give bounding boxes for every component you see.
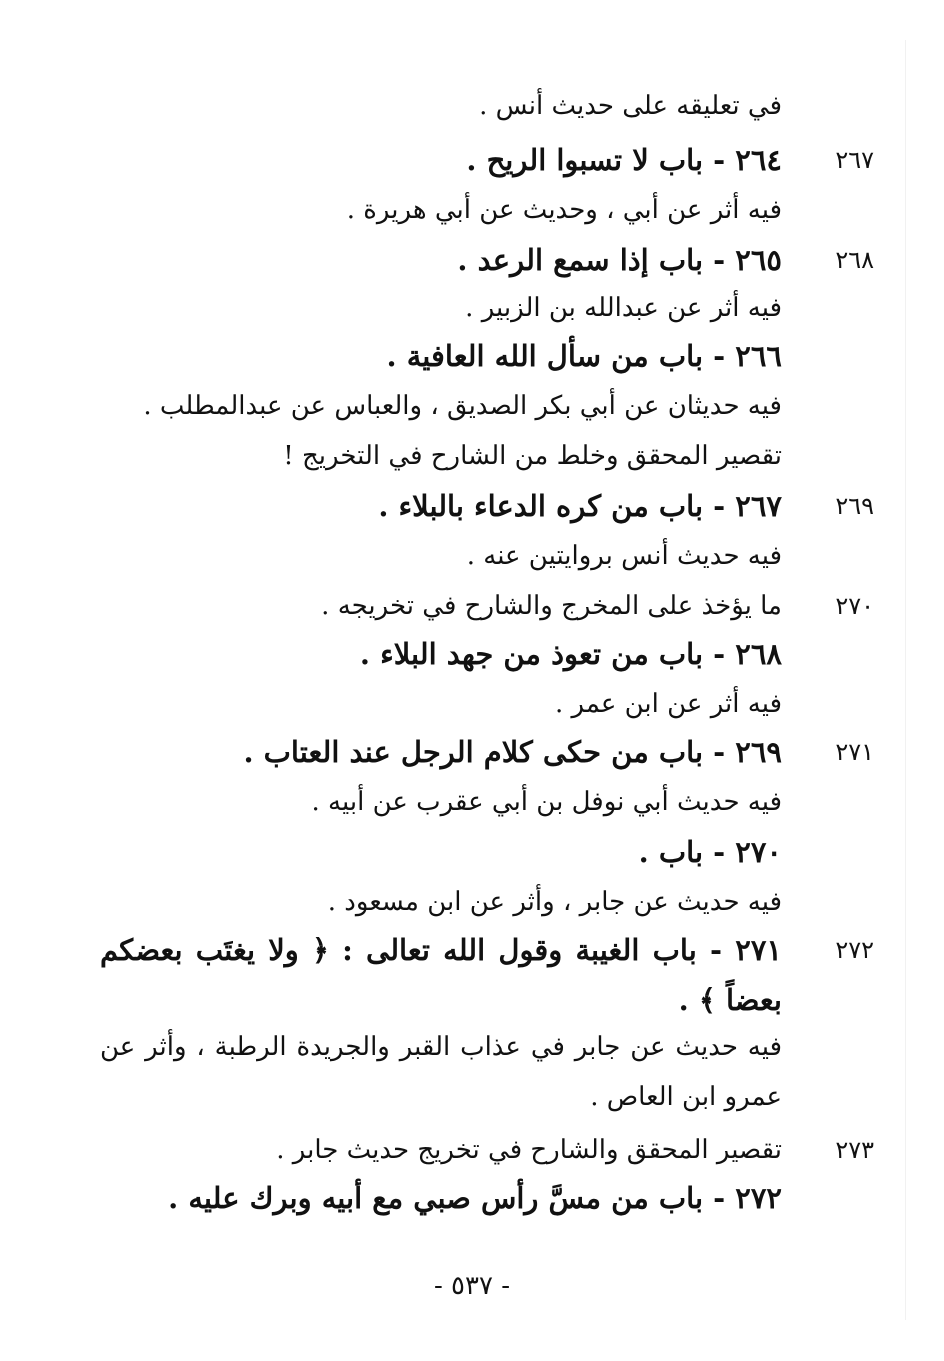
margin-number: ٢٦٩ (835, 492, 874, 520)
margin-number: ٢٧٣ (835, 1136, 874, 1164)
text-line: فيه أثر عن ابن عمر . (554, 689, 782, 719)
margin-number: ٢٦٨ (835, 246, 874, 274)
text-line: في تعليقه على حديث أنس . (479, 91, 782, 121)
scan-edge-line (905, 40, 906, 1320)
text-line: فيه حديث عن جابر ، وأثر عن ابن مسعود . (327, 887, 782, 917)
text-line: تقصير المحقق وخلط من الشارح في التخريج ! (283, 441, 782, 471)
margin-number: ٢٦٧ (835, 146, 874, 174)
text-line: فيه حديث عن جابر في عذاب القبر والجريدة الرطبة ، وأثر عن عمرو ابن العاص . (100, 1032, 782, 1112)
text-line: فيه حديث أبي نوفل بن أبي عقرب عن أبيه . (311, 787, 782, 817)
chapter-heading: ٢٦٤ - باب لا تسبوا الريح . (466, 143, 782, 177)
margin-number: ٢٧٠ (835, 592, 874, 620)
text-line: ما يؤخذ على المخرج والشارح في تخريجه . (321, 591, 782, 621)
margin-number: ٢٧١ (835, 738, 874, 766)
chapter-heading: ٢٧١ - باب الغيبة وقول الله تعالى : ﴿ ولا يغتَب بعضكم بعضاً ﴾ . (100, 933, 782, 1017)
chapter-heading: ٢٦٥ - باب إذا سمع الرعد . (457, 243, 782, 277)
text-line: فيه حديث أنس بروايتين عنه . (466, 541, 782, 571)
text-line: فيه حديثان عن أبي بكر الصديق ، والعباس عن عبدالمطلب . (143, 391, 782, 421)
chapter-heading: ٢٦٧ - باب من كره الدعاء بالبلاء . (378, 489, 782, 523)
text-line: فيه أثر عن أبي ، وحديث عن أبي هريرة . (346, 195, 782, 225)
chapter-heading: ٢٦٦ - باب من سأل الله العافية . (386, 339, 782, 373)
page-number: - ٥٣٧ - (433, 1271, 511, 1301)
chapter-heading: ٢٧٠ - باب . (638, 835, 782, 869)
margin-number: ٢٧٢ (835, 936, 874, 964)
text-line: تقصير المحقق والشارح في تخريج حديث جابر . (276, 1135, 782, 1165)
chapter-heading: ٢٧٢ - باب من مسَّ رأس صبي مع أبيه وبرك عليه . (168, 1181, 782, 1215)
text-line: فيه أثر عن عبدالله بن الزبير . (465, 293, 782, 323)
chapter-heading: ٢٦٩ - باب من حكى كلام الرجل عند العتاب . (243, 735, 782, 769)
chapter-heading: ٢٦٨ - باب من تعوذ من جهد البلاء . (359, 637, 782, 671)
